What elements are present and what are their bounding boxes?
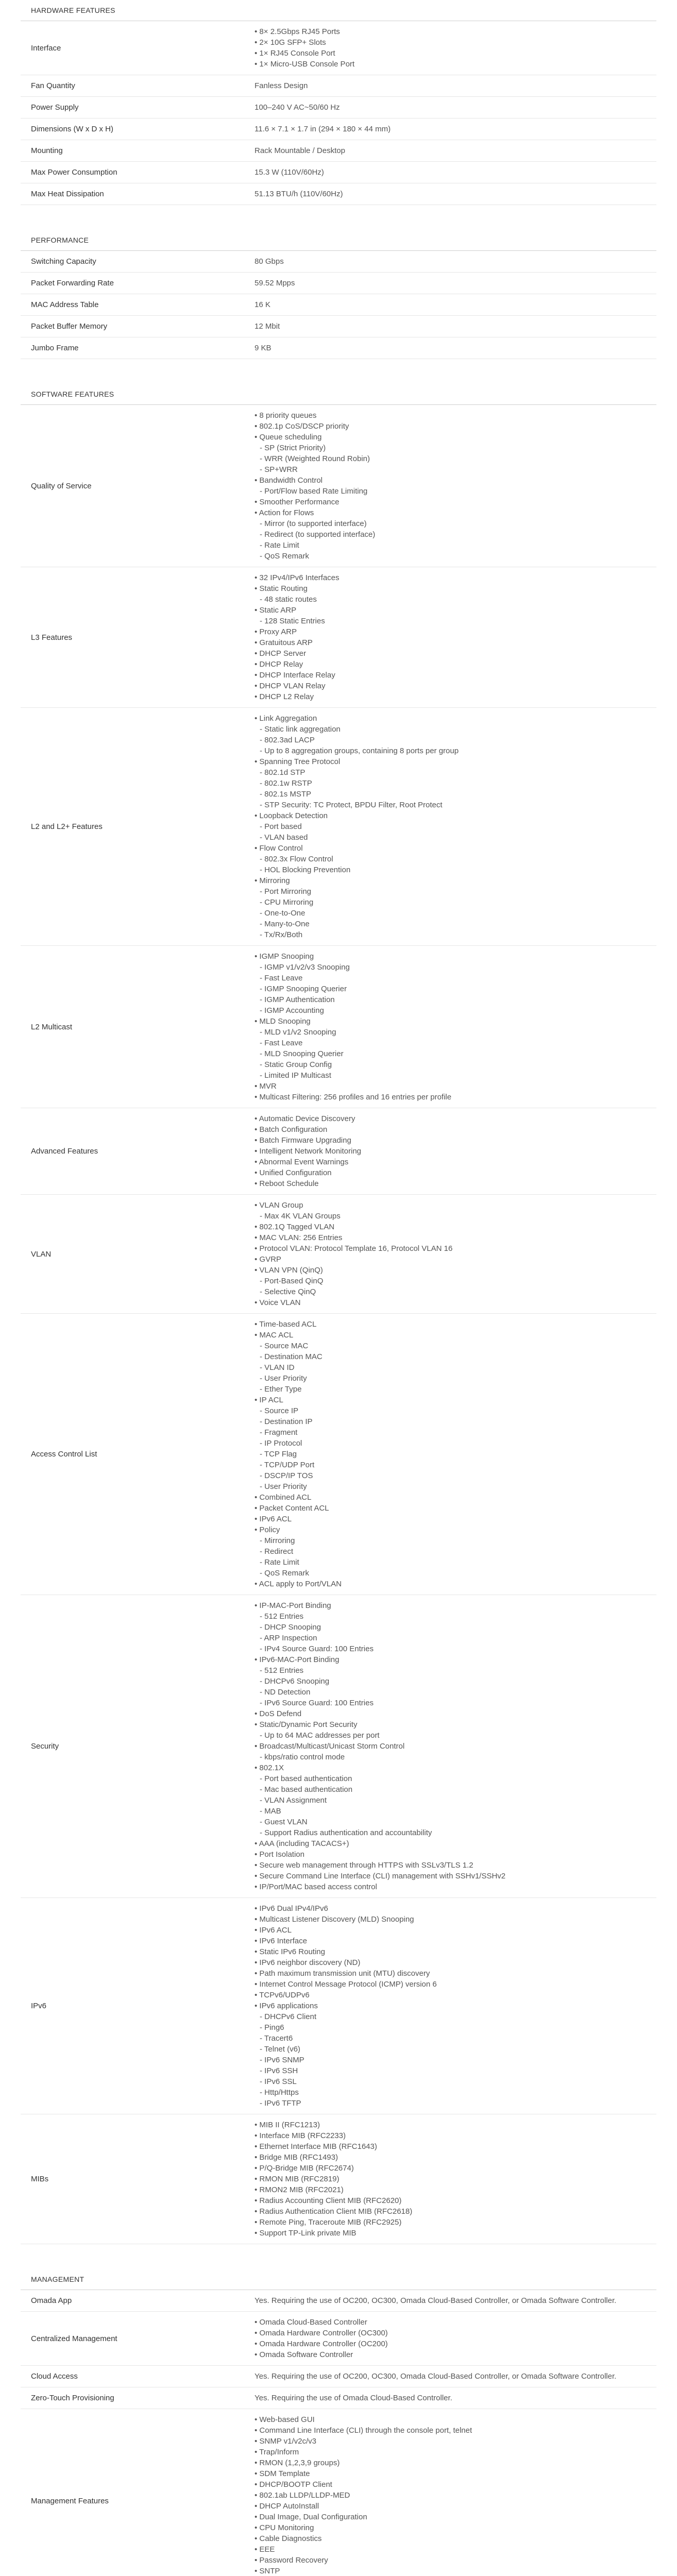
- spec-line: - IP Protocol: [260, 1439, 302, 1448]
- spec-line: 15.3 W (110V/60Hz): [255, 168, 324, 177]
- spec-label: Max Power Consumption: [31, 168, 117, 177]
- spec-value: [242, 162, 656, 183]
- spec-line: 100–240 V AC~50/60 Hz: [255, 103, 340, 112]
- spec-line: • Radius Authentication Client MIB (RFC2618): [255, 2207, 413, 2216]
- spec-label: Power Supply: [31, 103, 79, 112]
- spec-line: - Support Radius authentication and accountability: [260, 1828, 432, 1837]
- spec-line: • DHCP Relay: [255, 660, 303, 669]
- spec-line: - MLD v1/v2 Snooping: [260, 1028, 336, 1037]
- spec-line: 11.6 × 7.1 × 1.7 in (294 × 180 × 44 mm): [255, 125, 391, 133]
- spec-row-management-features: [21, 2409, 656, 2576]
- section-hardware-features: [21, 0, 656, 205]
- spec-row-quality-of-service: [21, 405, 656, 567]
- spec-line: • Smoother Performance: [255, 498, 340, 506]
- spec-line: - Static Group Config: [260, 1060, 332, 1069]
- spec-label: MAC Address Table: [31, 300, 99, 309]
- spec-line: - ND Detection: [260, 1688, 311, 1697]
- spec-line: - MAB: [260, 1807, 281, 1816]
- spec-line: • Web-based GUI: [255, 2415, 315, 2424]
- spec-value: [242, 2312, 656, 2365]
- spec-line: - Tracert6: [260, 2034, 293, 2043]
- spec-label: Fan Quantity: [31, 81, 75, 90]
- spec-line: • Abnormal Event Warnings: [255, 1158, 349, 1166]
- spec-line: • IPv6 neighbor discovery (ND): [255, 1958, 361, 1967]
- spec-value: [242, 1898, 656, 2114]
- spec-line: • Broadcast/Multicast/Unicast Storm Control: [255, 1742, 405, 1751]
- spec-line: • ACL apply to Port/VLAN: [255, 1580, 342, 1588]
- spec-line: - Telnet (v6): [260, 2045, 300, 2054]
- spec-row-omada-app: [21, 2290, 656, 2312]
- spec-line: • Support TP-Link private MIB: [255, 2229, 357, 2238]
- spec-line: • Time-based ACL: [255, 1320, 317, 1329]
- spec-line: - Port-Based QinQ: [260, 1277, 324, 1285]
- section-title: MANAGEMENT: [21, 2269, 656, 2290]
- spec-line: - TCP Flag: [260, 1450, 297, 1459]
- spec-row-centralized-management: [21, 2312, 656, 2366]
- spec-line: - User Priority: [260, 1482, 307, 1491]
- spec-line: • Path maximum transmission unit (MTU) discovery: [255, 1969, 430, 1978]
- spec-line: • MVR: [255, 1082, 277, 1091]
- spec-row-dimensions-w-x-d-x-h: [21, 118, 656, 140]
- spec-line: • Static Routing: [255, 584, 308, 593]
- spec-line: • CPU Monitoring: [255, 2523, 314, 2532]
- spec-line: - Fast Leave: [260, 1039, 303, 1047]
- spec-line: - VLAN Assignment: [260, 1796, 327, 1805]
- section-management: [21, 2269, 656, 2576]
- spec-line: - Max 4K VLAN Groups: [260, 1212, 341, 1221]
- spec-value: [242, 405, 656, 567]
- spec-line: • Password Recovery: [255, 2556, 328, 2565]
- spec-line: • Dual Image, Dual Configuration: [255, 2513, 367, 2521]
- spec-row-packet-forwarding-rate: [21, 273, 656, 294]
- spec-line: - Rate Limit: [260, 541, 299, 550]
- spec-line: • Omada Hardware Controller (OC200): [255, 2340, 388, 2348]
- spec-label: Centralized Management: [31, 2334, 117, 2343]
- spec-line: • Automatic Device Discovery: [255, 1114, 356, 1123]
- spec-line: - Http/Https: [260, 2088, 299, 2097]
- spec-value: [242, 251, 656, 272]
- spec-label: L2 and L2+ Features: [31, 822, 103, 831]
- spec-line: • Secure Command Line Interface (CLI) management with SSHv1/SSHv2: [255, 1872, 506, 1880]
- spec-line: • 2× 10G SFP+ Slots: [255, 38, 326, 47]
- spec-line: • GVRP: [255, 1255, 281, 1264]
- spec-line: - Port Mirroring: [260, 887, 312, 896]
- spec-line: • AAA (including TACACS+): [255, 1839, 349, 1848]
- spec-line: - Destination IP: [260, 1417, 313, 1426]
- spec-line: - VLAN based: [260, 833, 308, 842]
- spec-row-l2-multicast: [21, 946, 656, 1108]
- spec-value: [242, 2387, 656, 2409]
- spec-line: • Static ARP: [255, 606, 297, 615]
- spec-label: Security: [31, 1742, 59, 1751]
- spec-row-advanced-features: [21, 1108, 656, 1195]
- spec-line: • MLD Snooping: [255, 1017, 311, 1026]
- spec-line: • Intelligent Network Monitoring: [255, 1147, 362, 1156]
- spec-line: • Link Aggregation: [255, 714, 317, 723]
- spec-value: [242, 97, 656, 118]
- spec-row-interface: [21, 21, 656, 75]
- spec-line: • Multicast Listener Discovery (MLD) Snooping: [255, 1915, 414, 1924]
- spec-label: Access Control List: [31, 1450, 97, 1459]
- spec-row-power-supply: [21, 97, 656, 118]
- spec-line: • IP-MAC-Port Binding: [255, 1601, 331, 1610]
- spec-line: - 512 Entries: [260, 1612, 304, 1621]
- spec-line: - 802.3x Flow Control: [260, 855, 333, 863]
- spec-line: - Ether Type: [260, 1385, 302, 1394]
- spec-line: • Mirroring: [255, 876, 290, 885]
- spec-line: • IPv6-MAC-Port Binding: [255, 1655, 340, 1664]
- spec-line: - HOL Blocking Prevention: [260, 866, 351, 874]
- spec-line: • DoS Defend: [255, 1709, 302, 1718]
- spec-line: - Mac based authentication: [260, 1785, 353, 1794]
- spec-line: - VLAN ID: [260, 1363, 295, 1372]
- spec-line: - Port based: [260, 822, 302, 831]
- spec-line: • 802.1p CoS/DSCP priority: [255, 422, 349, 431]
- spec-row-l2-and-l2-features: [21, 708, 656, 946]
- spec-line: • Batch Configuration: [255, 1125, 328, 1134]
- spec-line: - 802.1d STP: [260, 768, 306, 777]
- spec-row-ipv6: [21, 1898, 656, 2114]
- spec-line: • DHCP Interface Relay: [255, 671, 335, 680]
- spec-value: [242, 567, 656, 707]
- spec-line: - 512 Entries: [260, 1666, 304, 1675]
- spec-line: Yes. Requiring the use of OC200, OC300, Omada Cloud-Based Controller, or Omada Software Controller.: [255, 2296, 617, 2305]
- spec-label: Packet Forwarding Rate: [31, 279, 114, 287]
- spec-line: - STP Security: TC Protect, BPDU Filter, Root Protect: [260, 801, 443, 809]
- spec-line: • Ethernet Interface MIB (RFC1643): [255, 2142, 377, 2151]
- spec-line: • Combined ACL: [255, 1493, 312, 1502]
- spec-line: - Tx/Rx/Both: [260, 930, 303, 939]
- spec-line: - Mirror (to supported interface): [260, 519, 367, 528]
- spec-value: [242, 337, 656, 359]
- spec-value: [242, 708, 656, 945]
- section-title: SOFTWARE FEATURES: [21, 384, 656, 405]
- spec-label: Advanced Features: [31, 1147, 98, 1156]
- spec-value: [242, 1108, 656, 1194]
- spec-line: 59.52 Mpps: [255, 279, 295, 287]
- spec-line: • Remote Ping, Traceroute MIB (RFC2925): [255, 2218, 402, 2227]
- section-software-features: [21, 384, 656, 2244]
- spec-label: Interface: [31, 43, 61, 53]
- spec-line: • VLAN VPN (QinQ): [255, 1266, 323, 1275]
- spec-line: - DHCP Snooping: [260, 1623, 321, 1632]
- spec-line: - Static link aggregation: [260, 725, 341, 734]
- section-performance: [21, 230, 656, 359]
- spec-line: • Action for Flows: [255, 509, 314, 517]
- spec-value: [242, 140, 656, 161]
- spec-value: [242, 2409, 656, 2576]
- spec-line: • Command Line Interface (CLI) through the console port, telnet: [255, 2426, 472, 2435]
- spec-line: • IP ACL: [255, 1396, 283, 1404]
- spec-label: Management Features: [31, 2496, 109, 2505]
- spec-line: • Cable Diagnostics: [255, 2534, 322, 2543]
- spec-line: • P/Q-Bridge MIB (RFC2674): [255, 2164, 354, 2173]
- spec-label: Max Heat Dissipation: [31, 190, 104, 198]
- spec-line: • Proxy ARP: [255, 628, 297, 636]
- spec-line: Fanless Design: [255, 81, 308, 90]
- spec-line: - Up to 64 MAC addresses per port: [260, 1731, 380, 1740]
- spec-line: • Batch Firmware Upgrading: [255, 1136, 351, 1145]
- spec-line: Yes. Requiring the use of Omada Cloud-Based Controller.: [255, 2394, 452, 2402]
- spec-line: - Up to 8 aggregation groups, containing 8 ports per group: [260, 747, 459, 755]
- spec-line: - Port/Flow based Rate Limiting: [260, 487, 368, 496]
- spec-line: - Source IP: [260, 1406, 299, 1415]
- spec-row-max-heat-dissipation: [21, 183, 656, 205]
- spec-line: - IGMP Snooping Querier: [260, 985, 347, 993]
- spec-line: - IGMP v1/v2/v3 Snooping: [260, 963, 350, 972]
- spec-line: • Internet Control Message Protocol (ICMP) version 6: [255, 1980, 437, 1989]
- spec-line: - IPv6 SSH: [260, 2066, 298, 2075]
- spec-line: • Port Isolation: [255, 1850, 304, 1859]
- spec-label: Dimensions (W x D x H): [31, 125, 114, 133]
- spec-line: • DHCP Server: [255, 649, 306, 658]
- spec-line: • 1× Micro-USB Console Port: [255, 60, 355, 69]
- spec-line: - 802.1s MSTP: [260, 790, 312, 799]
- spec-line: - Fast Leave: [260, 974, 303, 982]
- spec-value: [242, 1195, 656, 1313]
- spec-line: - SP+WRR: [260, 465, 298, 474]
- spec-line: • Multicast Filtering: 256 profiles and 16 entries per profile: [255, 1093, 452, 1101]
- spec-value: [242, 118, 656, 140]
- spec-line: - 802.1w RSTP: [260, 779, 312, 788]
- spec-line: • Gratuitous ARP: [255, 638, 313, 647]
- spec-row-switching-capacity: [21, 251, 656, 273]
- spec-value: [242, 316, 656, 337]
- spec-line: • Bridge MIB (RFC1493): [255, 2153, 338, 2162]
- section-title: HARDWARE FEATURES: [21, 0, 656, 21]
- spec-line: • MAC ACL: [255, 1331, 294, 1340]
- spec-label: Packet Buffer Memory: [31, 322, 108, 331]
- spec-line: 9 KB: [255, 344, 272, 352]
- spec-line: • DHCP AutoInstall: [255, 2502, 319, 2511]
- spec-line: • Loopback Detection: [255, 811, 328, 820]
- spec-line: - DHCPv6 Client: [260, 2012, 317, 2021]
- spec-value: [242, 273, 656, 294]
- spec-line: - DHCPv6 Snooping: [260, 1677, 330, 1686]
- spec-line: • DHCP VLAN Relay: [255, 682, 326, 690]
- spec-value: [242, 21, 656, 75]
- spec-line: • VLAN Group: [255, 1201, 303, 1210]
- spec-value: [242, 2114, 656, 2244]
- spec-label: Omada App: [31, 2296, 72, 2305]
- spec-label: MIBs: [31, 2175, 49, 2183]
- spec-line: - Redirect: [260, 1547, 294, 1556]
- spec-line: - MLD Snooping Querier: [260, 1049, 344, 1058]
- spec-line: 12 Mbit: [255, 322, 280, 331]
- spec-line: - Redirect (to supported interface): [260, 530, 376, 539]
- spec-line: • SNTP: [255, 2567, 280, 2575]
- spec-line: - Many-to-One: [260, 920, 310, 928]
- spec-line: 51.13 BTU/h (110V/60Hz): [255, 190, 343, 198]
- spec-line: • Trap/Inform: [255, 2448, 299, 2456]
- spec-line: • Protocol VLAN: Protocol Template 16, Protocol VLAN 16: [255, 1244, 453, 1253]
- spec-line: - QoS Remark: [260, 552, 309, 561]
- spec-line: • Omada Hardware Controller (OC300): [255, 2329, 388, 2337]
- spec-line: • TCPv6/UDPv6: [255, 1991, 310, 1999]
- spec-value: [242, 946, 656, 1108]
- spec-label: L3 Features: [31, 633, 73, 642]
- spec-line: • Queue scheduling: [255, 433, 322, 442]
- spec-line: • MAC VLAN: 256 Entries: [255, 1233, 343, 1242]
- spec-line: - Destination MAC: [260, 1352, 323, 1361]
- spec-row-packet-buffer-memory: [21, 316, 656, 337]
- spec-line: • IP/Port/MAC based access control: [255, 1883, 377, 1891]
- spec-line: • Reboot Schedule: [255, 1179, 319, 1188]
- spec-line: • Policy: [255, 1526, 280, 1534]
- spec-line: • RMON2 MIB (RFC2021): [255, 2185, 344, 2194]
- spec-value: [242, 2290, 656, 2311]
- spec-label: Jumbo Frame: [31, 344, 79, 352]
- spec-line: • Unified Configuration: [255, 1168, 332, 1177]
- spec-line: • Static IPv6 Routing: [255, 1947, 325, 1956]
- spec-line: • RMON (1,2,3,9 groups): [255, 2459, 340, 2467]
- spec-row-mac-address-table: [21, 294, 656, 316]
- spec-row-mounting: [21, 140, 656, 162]
- spec-label: Cloud Access: [31, 2372, 78, 2381]
- spec-line: • DHCP/BOOTP Client: [255, 2480, 332, 2489]
- spec-line: - TCP/UDP Port: [260, 1461, 315, 1469]
- spec-line: • IPv6 applications: [255, 2002, 318, 2010]
- spec-value: [242, 1314, 656, 1595]
- spec-line: • 8 priority queues: [255, 411, 317, 420]
- spec-value: [242, 294, 656, 315]
- spec-line: • Flow Control: [255, 844, 303, 853]
- spec-label: Mounting: [31, 146, 63, 155]
- spec-line: • MIB II (RFC1213): [255, 2121, 320, 2129]
- spec-line: - CPU Mirroring: [260, 898, 314, 907]
- spec-line: • Voice VLAN: [255, 1298, 301, 1307]
- spec-label: Zero-Touch Provisioning: [31, 2394, 114, 2402]
- spec-line: - WRR (Weighted Round Robin): [260, 454, 370, 463]
- spec-line: • Radius Accounting Client MIB (RFC2620): [255, 2196, 402, 2205]
- spec-line: - Source MAC: [260, 1342, 309, 1350]
- spec-line: • Bandwidth Control: [255, 476, 323, 485]
- spec-line: - QoS Remark: [260, 1569, 309, 1578]
- spec-line: • Secure web management through HTTPS with SSLv3/TLS 1.2: [255, 1861, 473, 1870]
- spec-label: L2 Multicast: [31, 1022, 73, 1031]
- spec-line: - Fragment: [260, 1428, 298, 1437]
- spec-line: • Omada Software Controller: [255, 2350, 353, 2359]
- spec-line: • DHCP L2 Relay: [255, 692, 314, 701]
- spec-row-zero-touch-provisioning: [21, 2387, 656, 2409]
- spec-line: - 48 static routes: [260, 595, 317, 604]
- spec-line: - Selective QinQ: [260, 1287, 316, 1296]
- spec-label: Switching Capacity: [31, 257, 96, 266]
- spec-line: • 802.1Q Tagged VLAN: [255, 1223, 335, 1231]
- spec-line: • RMON MIB (RFC2819): [255, 2175, 340, 2183]
- spec-row-vlan: [21, 1195, 656, 1314]
- spec-line: - Rate Limit: [260, 1558, 299, 1567]
- section-title: PERFORMANCE: [21, 230, 656, 251]
- spec-line: - IPv6 Source Guard: 100 Entries: [260, 1699, 374, 1707]
- spec-line: - Mirroring: [260, 1536, 295, 1545]
- spec-line: • Interface MIB (RFC2233): [255, 2131, 346, 2140]
- spec-line: • EEE: [255, 2545, 275, 2554]
- spec-label: IPv6: [31, 2002, 47, 2010]
- spec-line: • IGMP Snooping: [255, 952, 314, 961]
- spec-value: [242, 1595, 656, 1897]
- spec-row-fan-quantity: [21, 75, 656, 97]
- spec-line: • 8× 2.5Gbps RJ45 Ports: [255, 27, 340, 36]
- spec-line: • 32 IPv4/IPv6 Interfaces: [255, 573, 340, 582]
- spec-line: • Packet Content ACL: [255, 1504, 329, 1513]
- spec-label: VLAN: [31, 1249, 52, 1259]
- spec-line: - Ping6: [260, 2023, 284, 2032]
- spec-row-jumbo-frame: [21, 337, 656, 359]
- spec-line: • 802.1X: [255, 1764, 284, 1772]
- spec-value: [242, 183, 656, 205]
- spec-line: - IPv6 SSL: [260, 2077, 297, 2086]
- spec-line: - 802.3ad LACP: [260, 736, 315, 744]
- spec-line: - User Priority: [260, 1374, 307, 1383]
- spec-line: • SNMP v1/v2c/v3: [255, 2437, 317, 2446]
- spec-line: - IPv4 Source Guard: 100 Entries: [260, 1645, 374, 1653]
- spec-line: - 128 Static Entries: [260, 617, 325, 625]
- spec-row-mibs: [21, 2114, 656, 2244]
- spec-label: Quality of Service: [31, 481, 92, 490]
- spec-line: Yes. Requiring the use of OC200, OC300, Omada Cloud-Based Controller, or Omada Software Controller.: [255, 2372, 617, 2381]
- spec-line: • Spanning Tree Protocol: [255, 757, 341, 766]
- spec-line: - Limited IP Multicast: [260, 1071, 331, 1080]
- spec-line: - DSCP/IP TOS: [260, 1471, 313, 1480]
- spec-line: - IPv6 TFTP: [260, 2099, 301, 2108]
- spec-line: - One-to-One: [260, 909, 306, 918]
- spec-row-l3-features: [21, 567, 656, 708]
- spec-line: • 1× RJ45 Console Port: [255, 49, 335, 58]
- spec-value: [242, 75, 656, 96]
- spec-line: • IPv6 ACL: [255, 1515, 292, 1523]
- spec-line: • IPv6 ACL: [255, 1926, 292, 1935]
- spec-row-security: [21, 1595, 656, 1898]
- spec-value: [242, 2366, 656, 2387]
- spec-row-max-power-consumption: [21, 162, 656, 183]
- spec-line: • IPv6 Interface: [255, 1937, 307, 1945]
- spec-line: - SP (Strict Priority): [260, 444, 326, 452]
- spec-line: - Port based authentication: [260, 1774, 352, 1783]
- spec-line: Rack Mountable / Desktop: [255, 146, 345, 155]
- spec-line: • Omada Cloud-Based Controller: [255, 2318, 367, 2327]
- spec-line: • Static/Dynamic Port Security: [255, 1720, 358, 1729]
- spec-line: - Guest VLAN: [260, 1818, 308, 1826]
- spec-line: - ARP Inspection: [260, 1634, 317, 1642]
- spec-line: 16 K: [255, 300, 270, 309]
- spec-row-access-control-list: [21, 1314, 656, 1595]
- spec-row-cloud-access: [21, 2366, 656, 2387]
- spec-line: • 802.1ab LLDP/LLDP-MED: [255, 2491, 350, 2500]
- spec-line: - IGMP Accounting: [260, 1006, 324, 1015]
- spec-line: 80 Gbps: [255, 257, 284, 266]
- spec-line: - IPv6 SNMP: [260, 2056, 304, 2064]
- spec-line: • SDM Template: [255, 2469, 310, 2478]
- spec-line: • IPv6 Dual IPv4/IPv6: [255, 1904, 328, 1913]
- spec-line: - kbps/ratio control mode: [260, 1753, 345, 1761]
- spec-line: - IGMP Authentication: [260, 995, 335, 1004]
